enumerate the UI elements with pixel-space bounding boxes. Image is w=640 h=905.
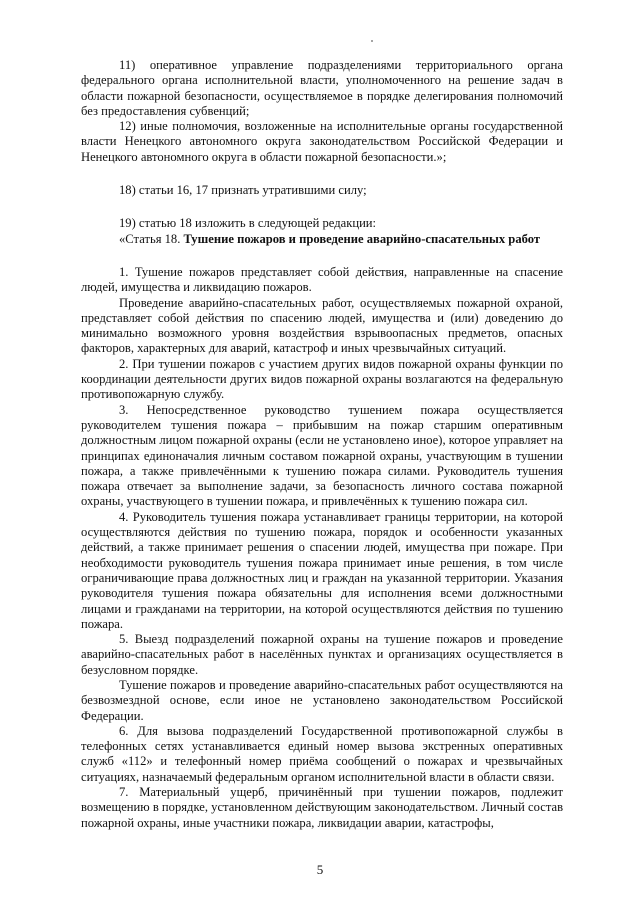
article-prefix: «Статья 18. bbox=[119, 231, 184, 246]
page-number: 5 bbox=[316, 862, 324, 877]
article-paragraph-5-cont: Тушение пожаров и проведение аварийно-спасательных работ осуществляются на безвозмездной основе, если иное не установлено законодательством Российской Федерации. bbox=[81, 677, 563, 723]
article-paragraph-1: 1. Тушение пожаров представляет собой действия, направленные на спасение людей, имущества и ликвидацию пожаров. bbox=[81, 264, 563, 295]
scan-dot bbox=[371, 40, 373, 42]
article-paragraph-2: 2. При тушении пожаров с участием других видов пожарной охраны функции по координации деятельности других видов пожарной охраны возлагаются на федеральную противопожарную службу. bbox=[81, 356, 563, 402]
paragraph-item-19: 19) статью 18 изложить в следующей редакции: bbox=[119, 216, 377, 231]
article-paragraph-4: 4. Руководитель тушения пожара устанавливает границы территории, на которой осуществляются действия по тушению пожара, порядок и особенности указанных действий, а также принимает решения о спасении людей, имущества при пожаре. При необходимости руководитель тушения пожара принимает иные решения, в том числе ограничивающие права должностных лиц и граждан на указанной территории. Указания руководителя тушения пожара обязательны для исполнения всеми должностными лицами и гражданами на территории, на которой осуществляются действия по тушению пожара. bbox=[81, 509, 563, 631]
document-body bbox=[81, 58, 563, 831]
paragraph-item-18: 18) статьи 16, 17 признать утратившими силу; bbox=[119, 183, 367, 198]
paragraph-item-11: 11) оперативное управление подразделениями территориального органа федерального органа исполнительной власти, уполномоченного на решение задач в области пожарной безопасности, осуществляемое в порядке делегирования полномочий без предоставления субвенций; bbox=[81, 58, 563, 118]
article-paragraph-5: 5. Выезд подразделений пожарной охраны на тушение пожаров и проведение аварийно-спасательных работ в населённых пунктах и организациях осуществляется в безусловном порядке. bbox=[81, 632, 563, 677]
paragraph-item-12: 12) иные полномочия, возложенные на исполнительные органы государственной власти Ненецкого автономного округа законодательством Российской Федерации и Ненецкого автономного округа в области пожарной безопасности.»; bbox=[81, 119, 563, 164]
article-paragraph-1-cont: Проведение аварийно-спасательных работ, осуществляемых пожарной охраной, представляет собой действия по спасению людей, имущества и (или) доведению до минимально возможного уровня воздействия взрывоопасных предметов, опасных факторов, характерных для аварий, катастроф и иных чрезвычайных ситуаций. bbox=[81, 295, 563, 356]
article-title-line bbox=[81, 232, 563, 247]
article-paragraph-6: 6. Для вызова подразделений Государственной противопожарной службы в телефонных сетях устанавливается единый номер вызова экстренных оперативных служб «112» и телефонный номер приёма сообщений о пожарах и чрезвычайных ситуациях, назначаемый федеральным органом исполнительной власти в области связи. bbox=[81, 723, 563, 784]
article-title: Тушение пожаров и проведение аварийно-спасательных работ bbox=[183, 231, 541, 246]
article-paragraph-7: 7. Материальный ущерб, причинённый при тушении пожаров, подлежит возмещению в порядке, установленном действующим законодательством. Личный состав пожарной охраны, иные участники пожара, ликвидации аварии, катастрофы, bbox=[81, 785, 564, 830]
article-paragraph-3: 3. Непосредственное руководство тушением пожара осуществляется руководителем тушения пожара – прибывшим на пожар старшим оперативным должностным лицом пожарной охраны (если не установлено иное), которое управляет на принципах единоначалия личным составом пожарной охраны, участвующим в тушении пожара, а также привлечёнными к тушению пожара силами. Руководитель тушения пожара отвечает за выполнение задачи, за безопасность личного состава пожарной охраны, участвующего в тушении пожара, и привлечённых к тушению пожара сил. bbox=[81, 402, 563, 509]
